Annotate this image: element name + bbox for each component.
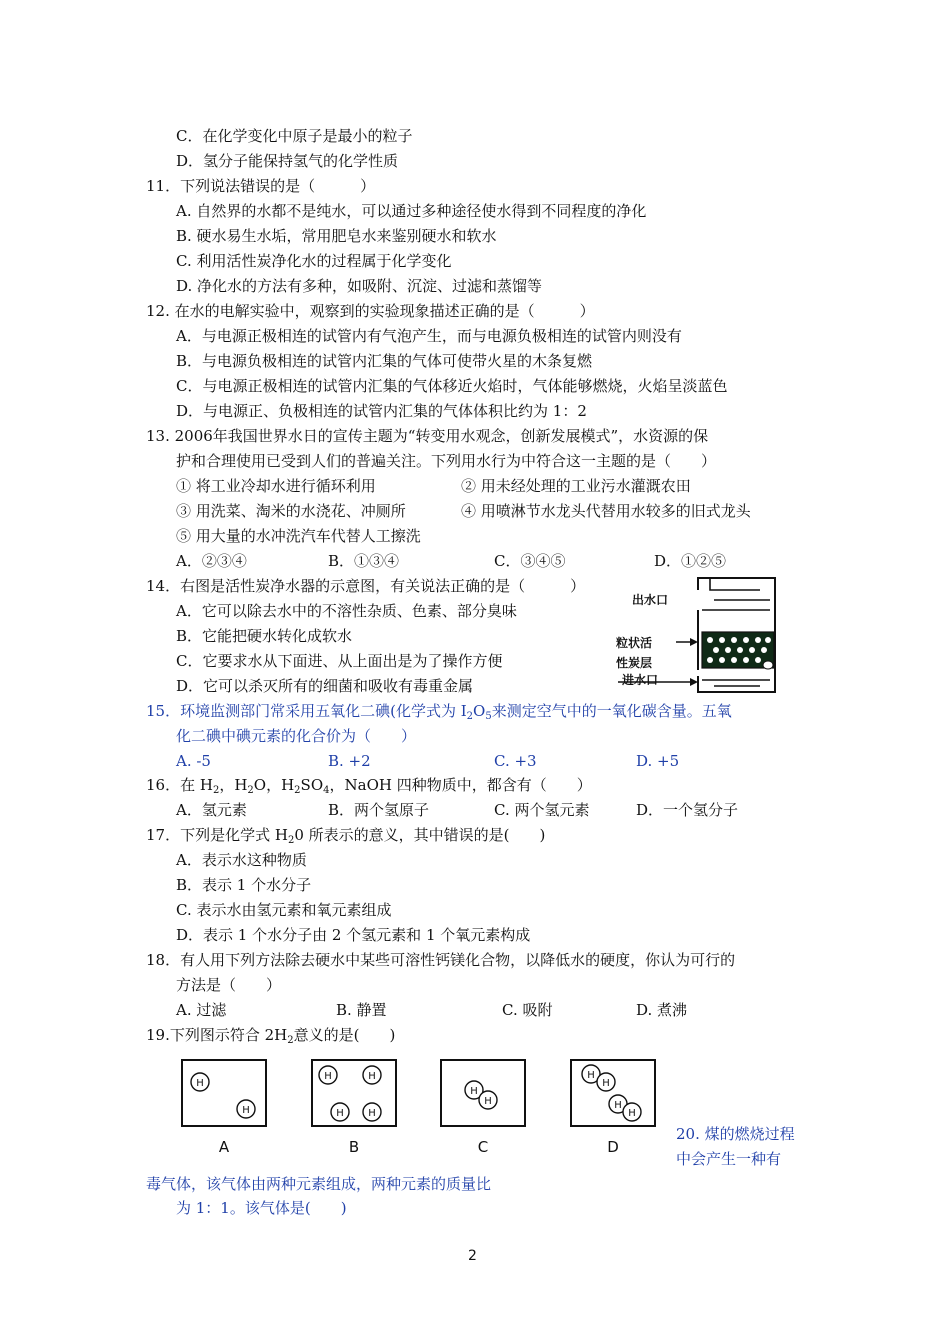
q18-option-b: B. 静置 [336, 1001, 387, 1019]
hydrogen-atom-label: H [470, 1086, 478, 1097]
q20-text-part2: 中会产生一种有 [676, 1150, 782, 1168]
hydrogen-atom-label: H [614, 1100, 622, 1111]
q17-option-c: C. 表示水由氢元素和氧元素组成 [176, 901, 392, 919]
hydrogen-atom-label: H [242, 1105, 250, 1116]
q18-stem-line2: 方法是（ ） [176, 976, 282, 994]
q16-option-a: A．氢元素 [176, 801, 247, 819]
q15-stem-line2: 化二碘中碘元素的化合价为（ ） [176, 727, 417, 745]
q18-option-d: D. 煮沸 [636, 1001, 688, 1019]
q13-stem-line1: 13. 2006年我国世界水日的宣传主题为“转变用水观念，创新发展模式”，水资源的保 [146, 427, 709, 445]
q14-option-a: A．它可以除去水中的不溶性杂质、色素、部分臭味 [176, 602, 517, 620]
q19-stem: 19.下列图示符合 $2H_2$意义的是( ) [146, 1026, 396, 1046]
q14-option-d: D．它可以杀灭所有的细菌和吸收有毒重金属 [176, 677, 474, 695]
q15-option-c: C. +3 [494, 752, 537, 770]
q19-label-c: C [477, 1138, 489, 1156]
hydrogen-atom-label: H [602, 1078, 610, 1089]
q19-label-d: D [607, 1138, 619, 1156]
hydrogen-atom-label: H [484, 1096, 492, 1107]
q10-option-c: C．在化学变化中原子是最小的粒子 [176, 127, 413, 145]
q16-option-c: C. 两个氢元素 [494, 801, 590, 819]
hydrogen-atom-label: H [368, 1108, 376, 1119]
q11-option-b: B. 硬水易生水垢，常用肥皂水来鉴别硬水和软水 [176, 227, 497, 245]
q13-item-3: ③ 用洗菜、淘米的水浇花、冲厕所 [176, 502, 406, 520]
q12-option-a: A．与电源正极相连的试管内有气泡产生，而与电源负极相连的试管内则没有 [176, 327, 682, 345]
q15-stem-line1: 15．环境监测部门常采用五氧化二碘(化学式为 $I_2O_5$来测定空气中的一氧化碳含量。五氧 [146, 702, 732, 722]
q12-stem: 12. 在水的电解实验中，观察到的实验现象描述正确的是（ ） [146, 302, 595, 320]
q16-option-b: B．两个氢原子 [328, 801, 430, 819]
q13-option-d: D．①②⑤ [654, 552, 727, 570]
q17-option-a: A．表示水这种物质 [176, 851, 307, 869]
hydrogen-atom-label: H [587, 1070, 595, 1081]
q11-option-a: A. 自然界的水都不是纯水，可以通过多种途径使水得到不同程度的净化 [176, 202, 647, 220]
q18-option-a: A. 过滤 [176, 1001, 227, 1019]
hydrogen-atom-label: H [368, 1071, 376, 1082]
q13-option-a: A．②③④ [176, 552, 247, 570]
q20-text-part3: 毒气体，该气体由两种元素组成，两种元素的质量比 [146, 1175, 492, 1193]
q13-option-c: C．③④⑤ [494, 552, 566, 570]
q13-stem-line2: 护和合理使用已受到人们的普遍关注。下列用水行为中符合这一主题的是（ ） [176, 452, 717, 470]
q17-stem: 17．下列是化学式 $H_20$ 所表示的意义，其中错误的是( ) [146, 826, 546, 846]
q20-text-part1: 20. 煤的燃烧过程 [676, 1125, 795, 1143]
q19-diagrams [176, 1052, 676, 1162]
q11-stem: 11．下列说法错误的是（ ） [146, 177, 376, 195]
q13-item-5: ⑤ 用大量的水冲洗汽车代替人工擦洗 [176, 527, 421, 545]
q13-option-b: B．①③④ [328, 552, 400, 570]
hydrogen-atom-label: H [628, 1108, 636, 1119]
q14-option-c: C．它要求水从下面进、从上面出是为了操作方便 [176, 652, 503, 670]
figure-label-carbon-2: 性炭层 [616, 656, 653, 670]
q16-option-d: D．一个氢分子 [636, 801, 739, 819]
q13-item-2: ② 用未经处理的工业污水灌溉农田 [461, 477, 691, 495]
q18-option-c: C. 吸附 [502, 1001, 553, 1019]
figure-label-outlet: 出水口 [632, 593, 669, 607]
q19-label-a: A [218, 1138, 230, 1156]
hydrogen-atom-label: H [324, 1071, 332, 1082]
q11-option-c: C. 利用活性炭净化水的过程属于化学变化 [176, 252, 452, 270]
q19-label-b: B [348, 1138, 360, 1156]
q15-option-b: B. +2 [328, 752, 371, 770]
q17-option-b: B．表示 1 个水分子 [176, 876, 312, 894]
q13-item-1: ① 将工业冷却水进行循环利用 [176, 477, 376, 495]
page-number: 2 [468, 1248, 477, 1264]
q14-stem: 14．右图是活性炭净水器的示意图，有关说法正确的是（ ） [146, 577, 586, 595]
q15-option-a: A. -5 [176, 752, 211, 770]
q11-option-d: D. 净化水的方法有多种，如吸附、沉淀、过滤和蒸馏等 [176, 277, 543, 295]
q17-option-d: D．表示 1 个水分子由 2 个氢元素和 1 个氧元素构成 [176, 926, 531, 944]
q10-option-d: D．氢分子能保持氢气的化学性质 [176, 152, 399, 170]
figure-label-inlet: 进水口 [622, 673, 659, 687]
hydrogen-atom-label: H [196, 1078, 204, 1089]
q15-option-d: D. +5 [636, 752, 680, 770]
q20-text-part4: 为 1：1。该气体是( ) [176, 1199, 347, 1217]
q14-option-b: B．它能把硬水转化成软水 [176, 627, 353, 645]
figure-label-carbon-1: 粒状活 [616, 636, 653, 650]
q12-option-b: B．与电源负极相连的试管内汇集的气体可使带火星的木条复燃 [176, 352, 593, 370]
hydrogen-atom-label: H [336, 1108, 344, 1119]
q16-stem: 16．在 $H_2$，$H_2O$，$H_2SO_4$，NaOH 四种物质中，都含有（ ） [146, 776, 592, 796]
q12-option-c: C．与电源正极相连的试管内汇集的气体移近火焰时，气体能够燃烧，火焰呈淡蓝色 [176, 377, 728, 395]
q18-stem-line1: 18．有人用下列方法除去硬水中某些可溶性钙镁化合物，以降低水的硬度，你认为可行的 [146, 951, 736, 969]
q12-option-d: D．与电源正、负极相连的试管内汇集的气体体积比约为 1：2 [176, 402, 587, 420]
q13-item-4: ④ 用喷淋节水龙头代替用水较多的旧式龙头 [461, 502, 751, 520]
